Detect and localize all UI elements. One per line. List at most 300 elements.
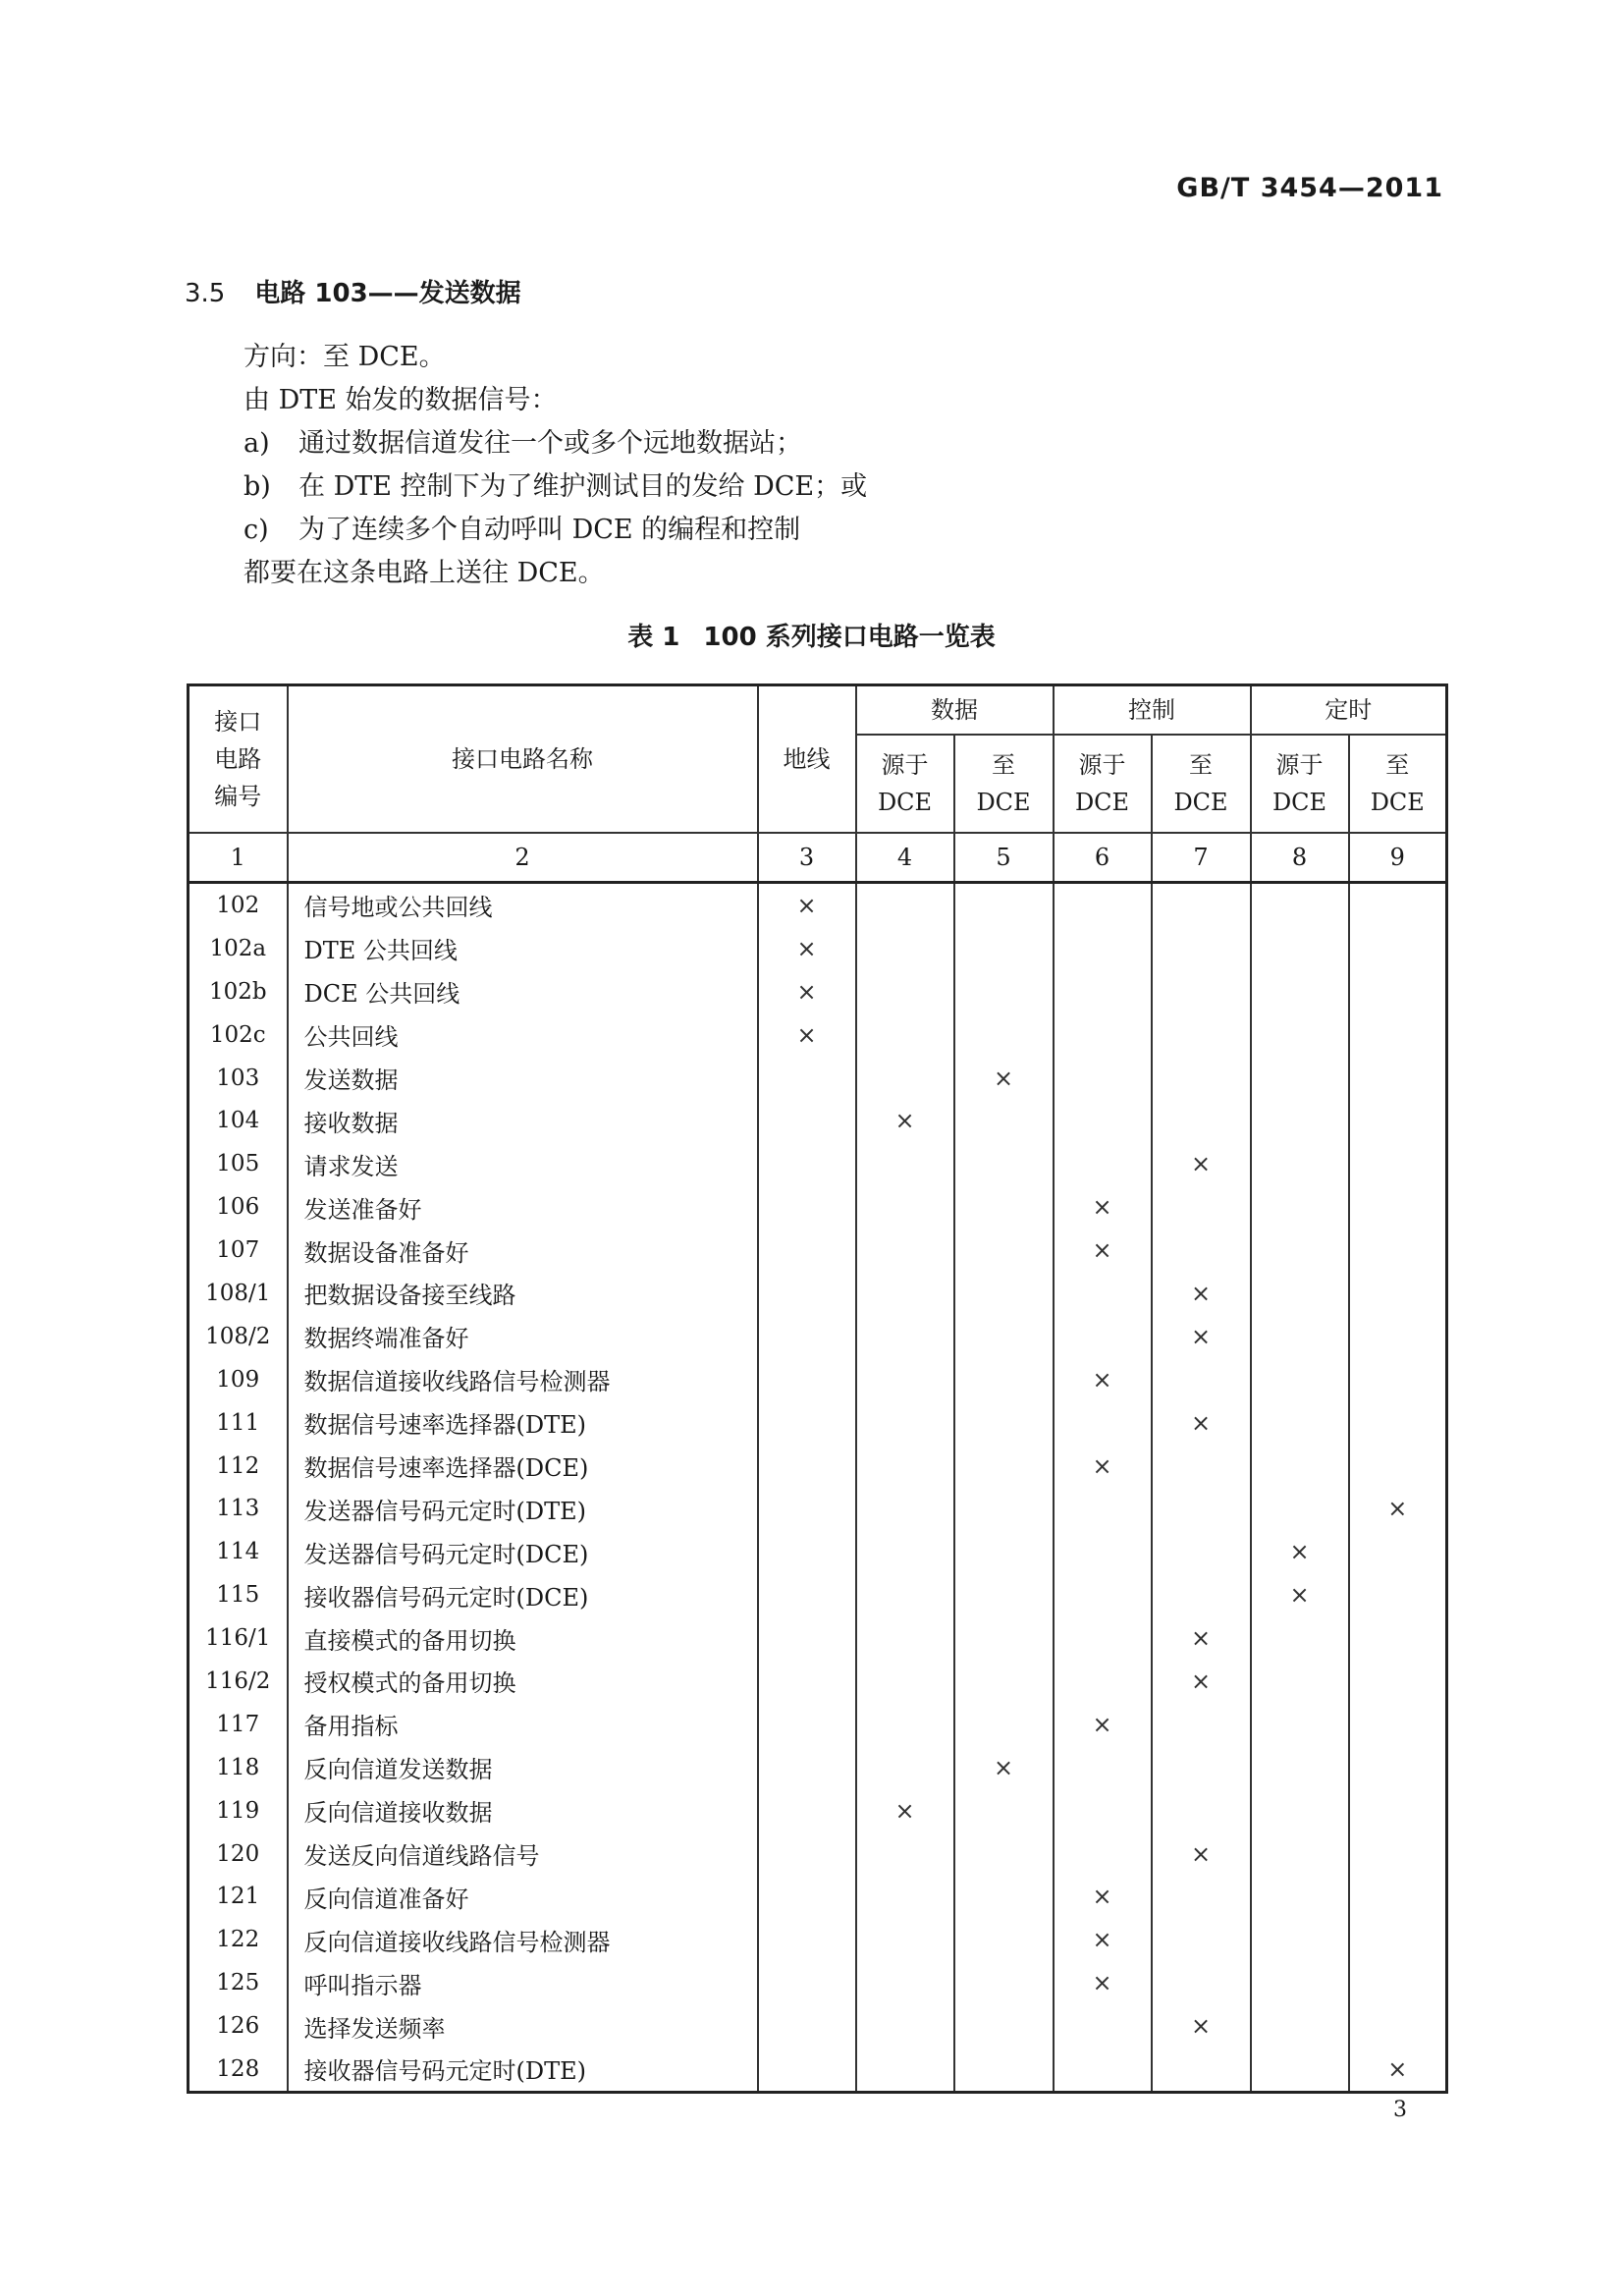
column-number: 7 (1152, 833, 1251, 883)
cell-col-5 (954, 1660, 1054, 1703)
cell-col-8 (1251, 1229, 1349, 1272)
cell-col-9 (1349, 1832, 1447, 1876)
table-body (189, 883, 1447, 2093)
cell-col-9 (1349, 1272, 1447, 1315)
list-text: 通过数据信道发往一个或多个远地数据站； (298, 428, 802, 459)
list-marker: a) (243, 428, 270, 459)
circuit-number: 102 (189, 883, 288, 927)
x-mark-icon: × (1190, 2012, 1212, 2041)
cell-col-6 (1054, 2004, 1152, 2048)
x-mark-icon: × (1092, 1969, 1112, 1997)
cell-col-4 (856, 1013, 954, 1057)
circuit-name: 反向信道准备好 (288, 1875, 758, 1918)
cell-col-3 (758, 970, 856, 1013)
x-mark-icon: × (1190, 1279, 1212, 1307)
circuit-number: 111 (189, 1401, 288, 1445)
circuit-number: 108/1 (189, 1272, 288, 1315)
circuit-name: 接收器信号码元定时(DCE) (288, 1573, 758, 1616)
table-row (189, 1358, 1447, 1401)
cell-col-9 (1349, 1358, 1447, 1401)
cell-col-8 (1251, 927, 1349, 970)
cell-col-7 (1152, 1616, 1251, 1660)
cell-col-3 (758, 1487, 856, 1530)
list-text: 为了连续多个自动呼叫 DCE 的编程和控制 (298, 515, 801, 545)
circuit-name: 反向信道接收数据 (288, 1789, 758, 1832)
cell-col-5 (954, 1918, 1054, 1961)
cell-col-7 (1152, 1229, 1251, 1272)
cell-col-6 (1054, 927, 1152, 970)
cell-col-6 (1054, 1487, 1152, 1530)
column-number: 8 (1251, 833, 1349, 883)
x-mark-icon: × (1092, 1193, 1112, 1222)
table-title (0, 617, 1623, 653)
cell-col-9 (1349, 1875, 1447, 1918)
table-row (189, 1616, 1447, 1660)
table-row (189, 1573, 1447, 1616)
section-heading (185, 273, 521, 309)
header-line: 至 (1385, 751, 1410, 779)
cell-col-7 (1152, 970, 1251, 1013)
table-row (189, 1401, 1447, 1445)
cell-col-9 (1349, 1961, 1447, 2004)
cell-col-9 (1349, 1789, 1447, 1832)
table-row (189, 1272, 1447, 1315)
table-row (189, 1746, 1447, 1789)
x-mark-icon: × (1092, 1926, 1112, 1954)
circuit-name: 数据终端准备好 (288, 1315, 758, 1358)
cell-col-5 (954, 1315, 1054, 1358)
table-row (189, 1013, 1447, 1057)
table-row (189, 1142, 1447, 1185)
cell-col-6 (1054, 1573, 1152, 1616)
cell-col-6 (1054, 1616, 1152, 1660)
circuit-number: 106 (189, 1185, 288, 1229)
circuit-number: 116/1 (189, 1616, 288, 1660)
circuit-number: 102b (189, 970, 288, 1013)
cell-col-6 (1054, 1142, 1152, 1185)
cell-col-3 (758, 1057, 856, 1100)
cell-col-6 (1054, 1445, 1152, 1488)
circuit-name: 发送准备好 (288, 1185, 758, 1229)
header-from-dce (1054, 735, 1152, 833)
circuit-number: 119 (189, 1789, 288, 1832)
cell-col-7 (1152, 1099, 1251, 1142)
cell-col-8 (1251, 1487, 1349, 1530)
cell-col-3 (758, 1918, 856, 1961)
circuit-name: 数据设备准备好 (288, 1229, 758, 1272)
cell-col-6 (1054, 1272, 1152, 1315)
cell-col-3 (758, 1445, 856, 1488)
cell-col-7 (1152, 1703, 1251, 1746)
circuit-name: 接收器信号码元定时(DTE) (288, 2048, 758, 2092)
cell-col-6 (1054, 1057, 1152, 1100)
cell-col-4 (856, 1057, 954, 1100)
cell-col-8 (1251, 1703, 1349, 1746)
cell-col-3 (758, 1185, 856, 1229)
cell-col-9 (1349, 1142, 1447, 1185)
header-data: 数据 (856, 685, 1054, 736)
cell-col-9 (1349, 1057, 1447, 1100)
cell-col-7 (1152, 1272, 1251, 1315)
cell-col-8 (1251, 1530, 1349, 1573)
circuit-name: 公共回线 (288, 1013, 758, 1057)
circuit-name: 数据信道接收线路信号检测器 (288, 1358, 758, 1401)
circuit-name: 发送反向信道线路信号 (288, 1832, 758, 1876)
column-number: 3 (758, 833, 856, 883)
circuit-number: 115 (189, 1573, 288, 1616)
cell-col-8 (1251, 1832, 1349, 1876)
circuit-number: 122 (189, 1918, 288, 1961)
header-line: DCE (877, 789, 933, 816)
x-mark-icon: × (1190, 1408, 1212, 1437)
cell-col-7 (1152, 1445, 1251, 1488)
header-line: DCE (1173, 789, 1228, 816)
header-control: 控制 (1054, 685, 1251, 736)
circuit-name: 选择发送频率 (288, 2004, 758, 2048)
header-line: DCE (1370, 789, 1425, 816)
cell-col-6 (1054, 1358, 1152, 1401)
header-to-dce (954, 735, 1054, 833)
cell-col-9 (1349, 1185, 1447, 1229)
cell-col-6 (1054, 1530, 1152, 1573)
x-mark-icon: × (993, 1753, 1014, 1781)
header-from-dce (1251, 735, 1349, 833)
cell-col-9 (1349, 1703, 1447, 1746)
cell-col-7 (1152, 1660, 1251, 1703)
cell-col-6 (1054, 1229, 1152, 1272)
cell-col-5 (954, 1530, 1054, 1573)
circuit-number: 112 (189, 1445, 288, 1488)
circuit-number: 114 (189, 1530, 288, 1573)
header-line: 源于 (881, 751, 929, 779)
header-circuit-name: 接口电路名称 (288, 685, 758, 834)
table-row (189, 1832, 1447, 1876)
table-row (189, 1660, 1447, 1703)
x-mark-icon: × (1092, 1365, 1112, 1394)
cell-col-4 (856, 927, 954, 970)
cell-col-5 (954, 1057, 1054, 1100)
cell-col-5 (954, 1487, 1054, 1530)
circuit-number: 102a (189, 927, 288, 970)
circuit-number: 108/2 (189, 1315, 288, 1358)
circuit-number: 109 (189, 1358, 288, 1401)
header-from-dce (856, 735, 954, 833)
table-row (189, 1099, 1447, 1142)
cell-col-5 (954, 1445, 1054, 1488)
cell-col-5 (954, 1401, 1054, 1445)
circuit-name: 数据信号速率选择器(DTE) (288, 1401, 758, 1445)
table-number: 表 1 (627, 623, 680, 652)
cell-col-5 (954, 927, 1054, 970)
cell-col-7 (1152, 1961, 1251, 2004)
cell-col-4 (856, 1401, 954, 1445)
cell-col-8 (1251, 1918, 1349, 1961)
cell-col-4 (856, 1875, 954, 1918)
list-text: 在 DTE 控制下为了维护测试目的发给 DCE；或 (298, 471, 868, 502)
cell-col-4 (856, 1142, 954, 1185)
circuit-name: 请求发送 (288, 1142, 758, 1185)
cell-col-4 (856, 970, 954, 1013)
table-row (189, 970, 1447, 1013)
cell-col-4 (856, 1487, 954, 1530)
cell-col-8 (1251, 1573, 1349, 1616)
x-mark-icon: × (1387, 2054, 1408, 2083)
cell-col-8 (1251, 1272, 1349, 1315)
x-mark-icon: × (993, 1064, 1014, 1092)
header-timing: 定时 (1251, 685, 1447, 736)
cell-col-5 (954, 1832, 1054, 1876)
column-number: 1 (189, 833, 288, 883)
table-row (189, 1918, 1447, 1961)
cell-col-4 (856, 1616, 954, 1660)
table-row (189, 1315, 1447, 1358)
x-mark-icon: × (796, 934, 817, 962)
cell-col-8 (1251, 1315, 1349, 1358)
x-mark-icon: × (1092, 1710, 1112, 1738)
circuit-number: 117 (189, 1703, 288, 1746)
cell-col-3 (758, 1832, 856, 1876)
cell-col-7 (1152, 1530, 1251, 1573)
cell-col-6 (1054, 883, 1152, 927)
cell-col-7 (1152, 2048, 1251, 2092)
cell-col-6 (1054, 1660, 1152, 1703)
cell-col-3 (758, 1401, 856, 1445)
cell-col-9 (1349, 927, 1447, 970)
cell-col-6 (1054, 1401, 1152, 1445)
cell-col-8 (1251, 1746, 1349, 1789)
cell-col-5 (954, 1703, 1054, 1746)
cell-col-4 (856, 1703, 954, 1746)
column-number: 4 (856, 833, 954, 883)
cell-col-4 (856, 883, 954, 927)
cell-col-5 (954, 2048, 1054, 2092)
x-mark-icon: × (1190, 1667, 1212, 1695)
circuit-number: 103 (189, 1057, 288, 1100)
cell-col-7 (1152, 1142, 1251, 1185)
cell-col-5 (954, 1875, 1054, 1918)
cell-col-5 (954, 1789, 1054, 1832)
cell-col-4 (856, 1961, 954, 2004)
cell-col-7 (1152, 1013, 1251, 1057)
cell-col-8 (1251, 883, 1349, 927)
table-row (189, 1961, 1447, 2004)
cell-col-3 (758, 1530, 856, 1573)
cell-col-9 (1349, 1315, 1447, 1358)
table-row (189, 2004, 1447, 2048)
x-mark-icon: × (1190, 1624, 1212, 1653)
x-mark-icon: × (1190, 1839, 1212, 1868)
page-number: 3 (1393, 2098, 1407, 2122)
body-line: 方向：至 DCE。 (243, 342, 446, 372)
header-line: 至 (992, 751, 1015, 779)
section-number: 3.5 (185, 279, 226, 308)
list-marker: b) (243, 471, 271, 502)
cell-col-8 (1251, 1142, 1349, 1185)
cell-col-5 (954, 2004, 1054, 2048)
circuit-number: 107 (189, 1229, 288, 1272)
table-row (189, 2048, 1447, 2092)
cell-col-6 (1054, 1315, 1152, 1358)
cell-col-4 (856, 1358, 954, 1401)
cell-col-7 (1152, 1358, 1251, 1401)
header-line: 编号 (214, 783, 262, 810)
circuit-number: 121 (189, 1875, 288, 1918)
cell-col-8 (1251, 1875, 1349, 1918)
list-marker: c) (243, 515, 269, 545)
cell-col-6 (1054, 2048, 1152, 2092)
cell-col-8 (1251, 2004, 1349, 2048)
cell-col-5 (954, 1573, 1054, 1616)
cell-col-5 (954, 970, 1054, 1013)
cell-col-3 (758, 1142, 856, 1185)
section-body (243, 336, 867, 595)
cell-col-3 (758, 1875, 856, 1918)
cell-col-9 (1349, 1229, 1447, 1272)
cell-col-3 (758, 1789, 856, 1832)
cell-col-8 (1251, 970, 1349, 1013)
x-mark-icon: × (1289, 1538, 1310, 1566)
table-row (189, 1229, 1447, 1272)
cell-col-9 (1349, 970, 1447, 1013)
cell-col-4 (856, 1832, 954, 1876)
table-title-text: 100 系列接口电路一览表 (703, 623, 996, 652)
circuit-number: 105 (189, 1142, 288, 1185)
table-row (189, 927, 1447, 970)
cell-col-5 (954, 1746, 1054, 1789)
cell-col-4 (856, 1530, 954, 1573)
cell-col-6 (1054, 1918, 1152, 1961)
circuit-name: 接收数据 (288, 1099, 758, 1142)
cell-col-5 (954, 1185, 1054, 1229)
header-to-dce (1152, 735, 1251, 833)
cell-col-6 (1054, 1875, 1152, 1918)
header-circuit-number (189, 685, 288, 834)
header-ground: 地线 (758, 685, 856, 834)
x-mark-icon: × (1387, 1495, 1408, 1523)
cell-col-3 (758, 1099, 856, 1142)
circuit-name: 备用指标 (288, 1703, 758, 1746)
section-title: 电路 103——发送数据 (254, 279, 521, 308)
table-row (189, 1530, 1447, 1573)
circuit-name: 呼叫指示器 (288, 1961, 758, 2004)
cell-col-7 (1152, 1487, 1251, 1530)
cell-col-4 (856, 2048, 954, 2092)
header-line: 电路 (214, 745, 262, 773)
cell-col-9 (1349, 883, 1447, 927)
cell-col-5 (954, 1142, 1054, 1185)
cell-col-6 (1054, 970, 1152, 1013)
list-item (243, 465, 867, 509)
table-row (189, 1703, 1447, 1746)
cell-col-7 (1152, 1746, 1251, 1789)
x-mark-icon: × (1092, 1883, 1112, 1911)
table-row (189, 1789, 1447, 1832)
cell-col-9 (1349, 1660, 1447, 1703)
column-number: 6 (1054, 833, 1152, 883)
cell-col-3 (758, 2048, 856, 2092)
table-row (189, 883, 1447, 927)
cell-col-5 (954, 1013, 1054, 1057)
table-row (189, 1445, 1447, 1488)
list-item (243, 422, 867, 465)
cell-col-3 (758, 1013, 856, 1057)
circuit-number: 104 (189, 1099, 288, 1142)
cell-col-7 (1152, 883, 1251, 927)
cell-col-7 (1152, 1789, 1251, 1832)
header-to-dce (1349, 735, 1447, 833)
cell-col-4 (856, 1918, 954, 1961)
circuit-number: 120 (189, 1832, 288, 1876)
cell-col-5 (954, 1358, 1054, 1401)
cell-col-9 (1349, 1445, 1447, 1488)
cell-col-8 (1251, 1358, 1349, 1401)
cell-col-3 (758, 2004, 856, 2048)
cell-col-9 (1349, 1099, 1447, 1142)
cell-col-4 (856, 1272, 954, 1315)
circuit-name: 反向信道发送数据 (288, 1746, 758, 1789)
cell-col-3 (758, 1573, 856, 1616)
cell-col-8 (1251, 1445, 1349, 1488)
cell-col-7 (1152, 2004, 1251, 2048)
cell-col-8 (1251, 1401, 1349, 1445)
cell-col-7 (1152, 1315, 1251, 1358)
body-line: 由 DTE 始发的数据信号： (243, 385, 558, 415)
circuit-number: 118 (189, 1746, 288, 1789)
circuit-name: 发送数据 (288, 1057, 758, 1100)
column-number: 5 (954, 833, 1054, 883)
cell-col-9 (1349, 1746, 1447, 1789)
cell-col-8 (1251, 1789, 1349, 1832)
cell-col-6 (1054, 1746, 1152, 1789)
circuit-name: 把数据设备接至线路 (288, 1272, 758, 1315)
cell-col-4 (856, 1789, 954, 1832)
cell-col-6 (1054, 1185, 1152, 1229)
circuit-number: 125 (189, 1961, 288, 2004)
cell-col-7 (1152, 927, 1251, 970)
cell-col-5 (954, 883, 1054, 927)
cell-col-9 (1349, 1616, 1447, 1660)
circuit-number: 126 (189, 2004, 288, 2048)
cell-col-3 (758, 1229, 856, 1272)
cell-col-8 (1251, 1616, 1349, 1660)
cell-col-5 (954, 1099, 1054, 1142)
x-mark-icon: × (894, 1107, 915, 1135)
cell-col-6 (1054, 1961, 1152, 2004)
cell-col-6 (1054, 1789, 1152, 1832)
cell-col-4 (856, 1746, 954, 1789)
x-mark-icon: × (1190, 1322, 1212, 1350)
cell-col-5 (954, 1272, 1054, 1315)
cell-col-8 (1251, 1057, 1349, 1100)
cell-col-3 (758, 927, 856, 970)
cell-col-8 (1251, 2048, 1349, 2092)
cell-col-8 (1251, 1185, 1349, 1229)
cell-col-8 (1251, 1660, 1349, 1703)
cell-col-6 (1054, 1832, 1152, 1876)
circuit-number: 113 (189, 1487, 288, 1530)
x-mark-icon: × (1092, 1451, 1112, 1480)
header-line: 源于 (1078, 751, 1126, 779)
circuit-name: DCE 公共回线 (288, 970, 758, 1013)
cell-col-7 (1152, 1573, 1251, 1616)
standard-number: GB/T 3454—2011 (1176, 173, 1443, 203)
x-mark-icon: × (1190, 1150, 1212, 1178)
cell-col-9 (1349, 1573, 1447, 1616)
cell-col-9 (1349, 1013, 1447, 1057)
cell-col-8 (1251, 1013, 1349, 1057)
cell-col-3 (758, 1660, 856, 1703)
column-number: 2 (288, 833, 758, 883)
